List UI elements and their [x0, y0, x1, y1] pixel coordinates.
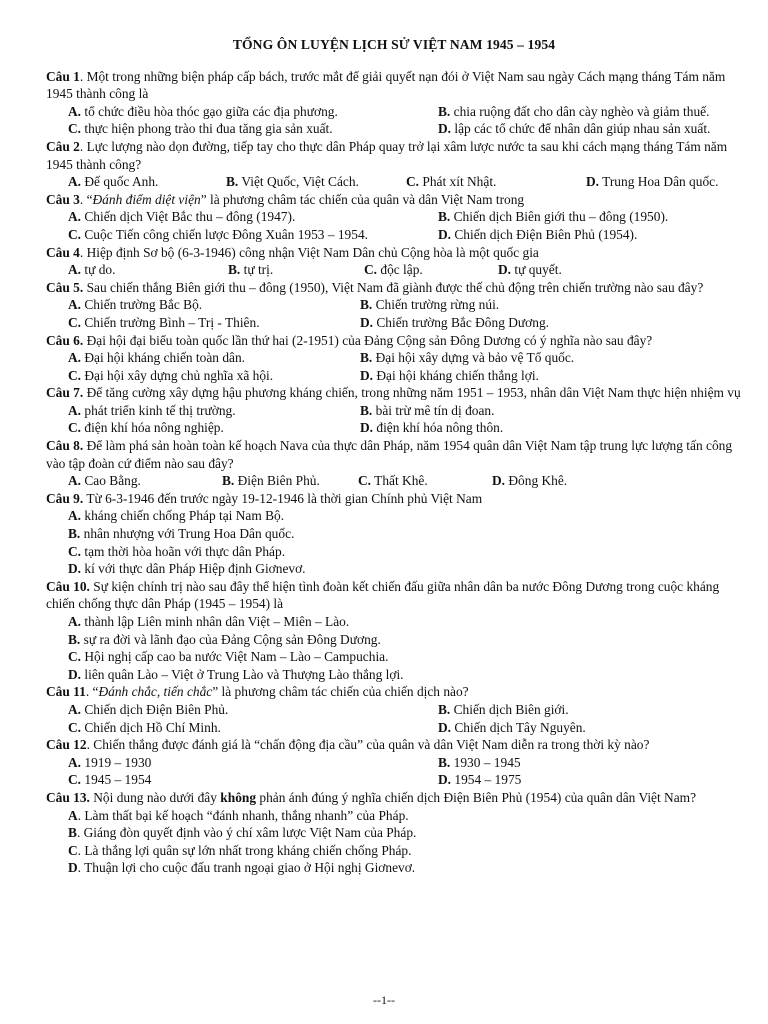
question-text: Sự kiện chính trị nào sau đây thể hiện tình đoàn kết chiến đấu giữa nhân dân ba nước Đông Dương trong cuộc kháng chiến chống thực dân Pháp (1945 – 1954) là: [46, 578, 720, 612]
option-a[interactable]: A. tổ chức điều hòa thóc gạo giữa các địa phương.: [68, 103, 338, 119]
option-c[interactable]: C. Là thắng lợi quân sự lớn nhất trong kháng chiến chống Pháp.: [68, 842, 412, 858]
question-label: Câu 5.: [46, 279, 84, 295]
option-b[interactable]: B. Chiến trường rừng núi.: [360, 297, 500, 313]
option-d[interactable]: D. 1954 – 1975: [438, 772, 522, 788]
options-11: [46, 701, 742, 736]
question-text: Chiến thắng được đánh giá là “chấn động địa cầu” của quân và dân Việt Nam diễn ra trong thời kỳ nào?: [93, 737, 650, 753]
option-c[interactable]: C. điện khí hóa nông nghiệp.: [68, 420, 224, 436]
document-title: TỔNG ÔN LUYỆN LỊCH SỬ VIỆT NAM 1945 – 1954: [232, 37, 556, 52]
question-10: [46, 578, 742, 613]
options-1: [46, 103, 742, 138]
options-13: [46, 807, 742, 877]
option-d[interactable]: D. tự quyết.: [498, 262, 562, 278]
option-d[interactable]: D. Thuận lợi cho cuộc đấu tranh ngoại giao ở Hội nghị Giơnevơ.: [68, 860, 416, 876]
option-b[interactable]: B. sự ra đời và lãnh đạo của Đảng Cộng sản Đông Dương.: [68, 631, 381, 647]
option-a[interactable]: A. Đế quốc Anh.: [68, 174, 159, 190]
option-b[interactable]: B. Đại hội xây dựng và bảo vệ Tổ quốc.: [360, 350, 575, 366]
option-c[interactable]: C. độc lập.: [364, 262, 423, 278]
option-d[interactable]: D. Đại hội kháng chiến thắng lợi.: [360, 367, 539, 383]
option-d[interactable]: D. điện khí hóa nông thôn.: [360, 420, 504, 436]
question-text: Lực lượng nào dọn đường, tiếp tay cho thực dân Pháp quay trở lại xâm lược nước ta sau khi cách mạng tháng Tám năm 1945 thành công?: [46, 138, 728, 172]
emphasis-word: không: [220, 789, 257, 805]
option-c[interactable]: C. Chiến dịch Hồ Chí Minh.: [68, 719, 221, 735]
options-10: [46, 613, 742, 683]
question-4: Câu 4. Hiệp định Sơ bộ (6-3-1946) công nhận Việt Nam Dân chủ Cộng hòa là một quốc gia: [46, 244, 539, 260]
option-a[interactable]: A. tự do.: [68, 262, 116, 278]
option-d[interactable]: D. Chiến dịch Tây Nguyên.: [438, 719, 586, 735]
question-label: Câu 12: [46, 737, 87, 753]
option-b[interactable]: B. tự trị.: [228, 262, 274, 278]
option-b[interactable]: B. Chiến dịch Biên giới thu – đông (1950).: [438, 209, 669, 225]
options-7: [46, 402, 742, 437]
question-text: Từ 6-3-1946 đến trước ngày 19-12-1946 là thời gian Chính phủ Việt Nam: [86, 490, 483, 506]
option-b[interactable]: B. Giáng đòn quyết định vào ý chí xâm lược Việt Nam của Pháp.: [68, 825, 417, 841]
question-text: Sau chiến thắng Biên giới thu – đông (1950), Việt Nam đã giành được thế chủ động trên chiến trường nào sau đây?: [86, 279, 704, 295]
option-a[interactable]: A. 1919 – 1930: [68, 754, 152, 770]
question-text: Để làm phá sản hoàn toàn kế hoạch Nava của thực dân Pháp, năm 1954 quân dân Việt Nam tập trung lực lượng tấn công vào tập đoàn cứ điểm nào sau đây?: [46, 438, 733, 471]
question-3: Câu 3. “Đánh điểm diệt viện” là phương châm tác chiến của quân và dân Việt Nam trong: [46, 191, 525, 207]
options-6: [46, 349, 742, 384]
question-text: Một trong những biện pháp cấp bách, trước mắt để giải quyết nạn đói ở Việt Nam sau ngày Cách mạng tháng Tám năm 1945 thành công là: [46, 68, 726, 102]
question-11: Câu 11. “Đánh chắc, tiến chắc” là phương châm tác chiến của chiến dịch nào?: [46, 684, 469, 700]
option-c[interactable]: C. thực hiện phong trào thi đua tăng gia sản xuất.: [68, 121, 333, 137]
option-a[interactable]: A. Làm thất bại kế hoạch “đánh nhanh, thắng nhanh” của Pháp.: [68, 807, 409, 823]
question-9: [46, 490, 742, 508]
option-b[interactable]: B. bài trừ mê tín dị đoan.: [360, 402, 495, 418]
options-3: [46, 208, 742, 243]
option-a[interactable]: A. Chiến dịch Điện Biên Phủ.: [68, 701, 229, 717]
option-b[interactable]: B. chia ruộng đất cho dân cày nghèo và giảm thuế.: [438, 103, 710, 119]
option-d[interactable]: D. Chiến trường Bắc Đông Dương.: [360, 314, 549, 330]
question-6: [46, 332, 742, 350]
options-2: [46, 173, 742, 191]
option-c[interactable]: C. Đại hội xây dựng chủ nghĩa xã hội.: [68, 367, 274, 383]
options-8: [46, 472, 742, 490]
option-a[interactable]: A. kháng chiến chống Pháp tại Nam Bộ.: [68, 508, 285, 524]
option-c[interactable]: C. Cuộc Tiến công chiến lược Đông Xuân 1953 – 1954.: [68, 226, 368, 242]
question-label: Câu 3: [46, 191, 80, 207]
option-b[interactable]: B. Việt Quốc, Việt Cách.: [226, 174, 359, 190]
option-d[interactable]: D. kí với thực dân Pháp Hiệp định Giơnevơ.: [68, 561, 306, 577]
question-label: Câu 8.: [46, 438, 84, 454]
question-7: [46, 384, 742, 402]
option-a[interactable]: A. Chiến dịch Việt Bắc thu – đông (1947).: [68, 209, 296, 225]
option-d[interactable]: D. Đông Khê.: [492, 473, 568, 489]
option-c[interactable]: C. Chiến trường Bình – Trị - Thiên.: [68, 314, 260, 330]
quoted-phrase: Đánh chắc, tiến chắc: [98, 684, 213, 700]
option-d[interactable]: D. liên quân Lào – Việt ở Trung Lào và Thượng Lào thắng lợi.: [68, 666, 404, 682]
question-text: phản ánh đúng ý nghĩa chiến dịch Điện Biên Phủ (1954) của quân dân Việt Nam?: [256, 789, 697, 805]
options-12: [46, 754, 742, 789]
question-1: Câu 1. Một trong những biện pháp cấp bách, trước mắt để giải quyết nạn đói ở Việt Nam sau ngày Cách mạng tháng Tám năm 1945 thành công là: [46, 68, 726, 102]
option-d[interactable]: D. Chiến dịch Điện Biên Phủ (1954).: [438, 226, 638, 242]
question-label: Câu 6.: [46, 332, 84, 348]
option-b[interactable]: B. Điện Biên Phủ.: [222, 473, 320, 489]
question-text: Đại hội đại biểu toàn quốc lần thứ hai (2-1951) của Đảng Cộng sản Đông Dương có ý nghĩa nào sau đây?: [86, 332, 653, 348]
option-c[interactable]: C. Hội nghị cấp cao ba nước Việt Nam – Lào – Campuchia.: [68, 649, 389, 665]
question-label: Câu 10.: [46, 578, 90, 594]
option-a[interactable]: A. thành lập Liên minh nhân dân Việt – Miên – Lào.: [68, 614, 350, 629]
question-2: Câu 2. Lực lượng nào dọn đường, tiếp tay cho thực dân Pháp quay trở lại xâm lược nước ta sau khi cách mạng tháng Tám năm 1945 thành công?: [46, 138, 728, 172]
question-text: là phương châm tác chiến của chiến dịch nào?: [218, 684, 469, 700]
question-text: Hiệp định Sơ bộ (6-3-1946) công nhận Việt Nam Dân chủ Cộng hòa là một quốc gia: [86, 244, 539, 260]
option-b[interactable]: B. nhân nhượng với Trung Hoa Dân quốc.: [68, 526, 295, 542]
question-8: [46, 437, 742, 472]
option-b[interactable]: B. Chiến dịch Biên giới.: [438, 701, 569, 717]
question-label: Câu 1: [46, 68, 80, 84]
option-c[interactable]: C. tạm thời hòa hoãn với thực dân Pháp.: [68, 543, 286, 559]
option-a[interactable]: A. Cao Bằng.: [68, 473, 141, 489]
option-a[interactable]: A. phát triển kinh tế thị trường.: [68, 402, 236, 418]
options-9: [46, 507, 742, 577]
question-5: [46, 279, 742, 297]
option-c[interactable]: C. 1945 – 1954: [68, 772, 152, 788]
question-text: Để tăng cường xây dựng hậu phương kháng chiến, trong những năm 1951 – 1953, nhân dân Việt Nam thực hiện nhiệm vụ: [86, 385, 741, 401]
options-5: [46, 296, 742, 331]
question-label: Câu 11: [46, 684, 86, 700]
question-12: Câu 12. Chiến thắng được đánh giá là “chấn động địa cầu” của quân và dân Việt Nam diễn ra trong thời kỳ nào?: [46, 737, 650, 753]
option-c[interactable]: C. Phát xít Nhật.: [406, 174, 497, 190]
option-c[interactable]: C. Thất Khê.: [358, 473, 428, 489]
quoted-phrase: Đánh điểm diệt viện: [92, 191, 201, 207]
question-13: Câu 13. Nội dung nào dưới đây không phản ánh đúng ý nghĩa chiến dịch Điện Biên Phủ (1954) của quân dân Việt Nam?: [46, 789, 697, 805]
question-label: Câu 4: [46, 244, 80, 260]
option-a[interactable]: A. Đại hội kháng chiến toàn dân.: [68, 350, 246, 366]
question-label: Câu 2: [46, 138, 80, 154]
question-label: Câu 7.: [46, 385, 84, 401]
question-label: Câu 9.: [46, 490, 84, 506]
question-label: Câu 13.: [46, 789, 90, 805]
option-b[interactable]: B. 1930 – 1945: [438, 754, 521, 770]
option-d[interactable]: D. Trung Hoa Dân quốc.: [586, 174, 719, 190]
options-4: [46, 261, 742, 279]
option-a[interactable]: A. Chiến trường Bắc Bộ.: [68, 297, 203, 313]
option-d[interactable]: D. lập các tổ chức để nhân dân giúp nhau sản xuất.: [438, 121, 711, 137]
question-text: là phương châm tác chiến của quân và dân Việt Nam trong: [206, 191, 525, 207]
page-number: --1--: [373, 993, 395, 1007]
